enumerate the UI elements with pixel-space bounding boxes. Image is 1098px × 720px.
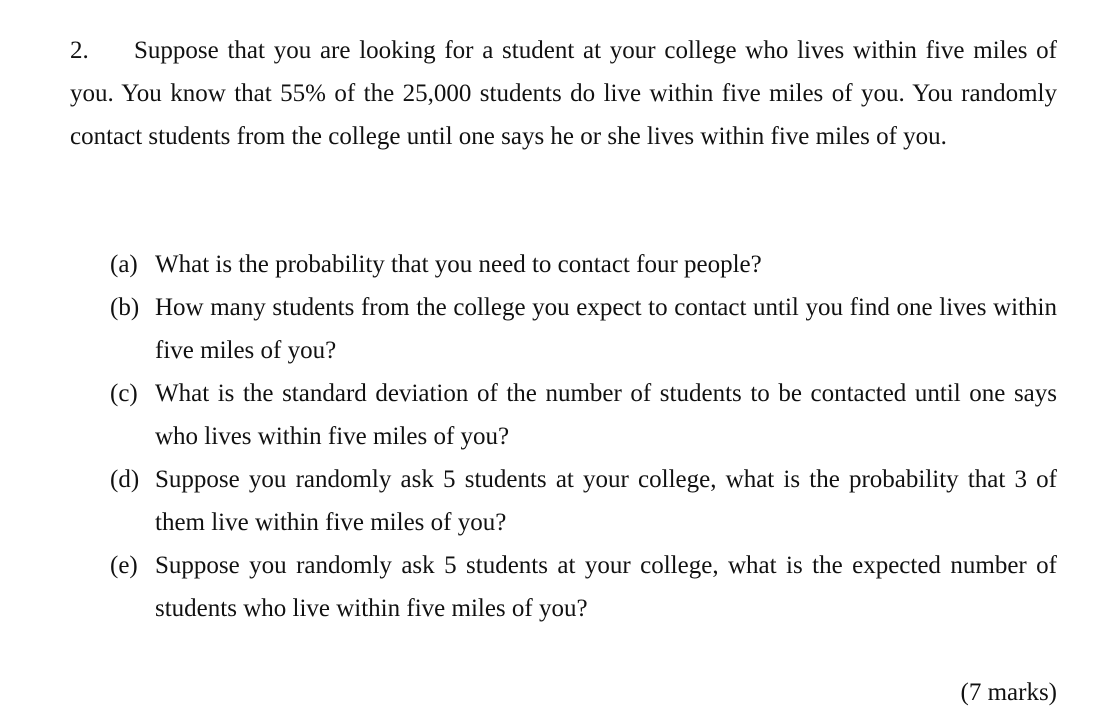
marks-allocation: (7 marks) <box>960 679 1057 706</box>
question-stem-text: Suppose that you are looking for a student at your college who lives within five miles of you. You know that 55% of the 25,000 students do live within five miles of you. You randomly contact students from the college until one says he or she lives within five miles of you. <box>70 37 1057 150</box>
question-part-c <box>110 372 1057 458</box>
part-text: How many students from the college you expect to contact until you find one lives within five miles of you? <box>155 294 1057 364</box>
part-text: Suppose you randomly ask 5 students at your college, what is the expected number of students who live within five miles of you? <box>155 552 1057 622</box>
part-text: What is the standard deviation of the number of students to be contacted until one says who lives within five miles of you? <box>155 380 1057 450</box>
question-parts-list <box>110 243 1057 630</box>
part-label: (d) <box>110 466 140 493</box>
part-label: (b) <box>110 294 140 321</box>
question-part-b <box>110 286 1057 372</box>
part-label: (c) <box>110 380 138 407</box>
part-text: Suppose you randomly ask 5 students at your college, what is the probability that 3 of them live within five miles of you? <box>155 466 1057 536</box>
part-label: (a) <box>110 251 138 278</box>
question-part-e <box>110 544 1057 630</box>
part-text: What is the probability that you need to contact four people? <box>155 251 762 278</box>
question-stem <box>70 29 1057 158</box>
question-number: 2. <box>70 37 89 64</box>
question-part-a <box>110 243 1057 286</box>
question-part-d <box>110 458 1057 544</box>
part-label: (e) <box>110 552 138 579</box>
